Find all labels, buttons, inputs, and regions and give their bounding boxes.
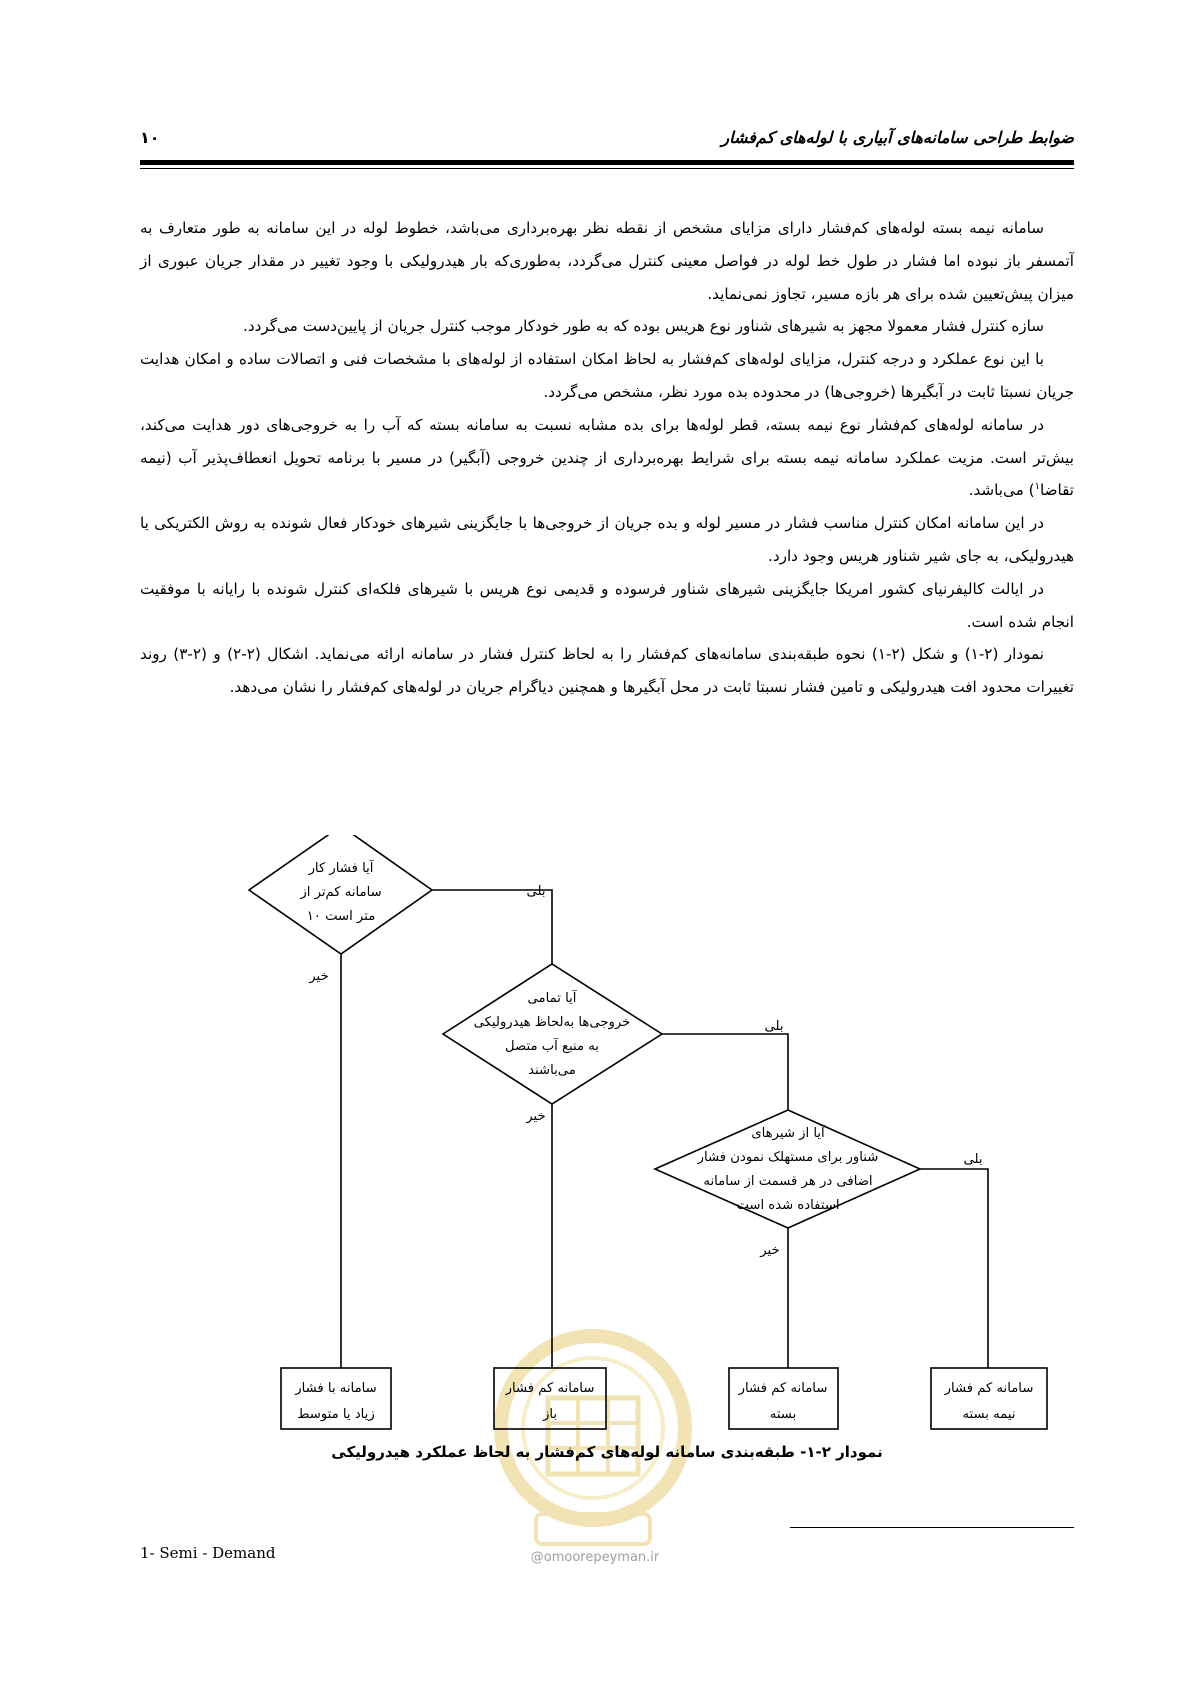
connector	[920, 1169, 988, 1368]
running-title: ضوابط طراحی سامانه‌های آبیاری با لوله‌های کم‌فشار	[721, 128, 1074, 147]
paragraph-tail: ) می‌باشد.	[968, 481, 1035, 500]
decision-diamond-2	[443, 964, 662, 1104]
box2-line: باز	[542, 1407, 558, 1422]
paragraph: در ایالت کالیفرنیای کشور امریکا جایگزینی شیرهای شناور فرسوده و قدیمی نوع هریس با شیرهای فلکه‌ای کنترل شونده با رایانه با موفقیت انجام شده است.	[140, 579, 1074, 631]
q2-line: آیا تمامی	[527, 991, 577, 1006]
q2-line: خروجی‌ها به‌لحاظ هیدرولیکی	[473, 1015, 631, 1030]
page-number: ۱۰	[140, 128, 160, 147]
no-label: خیر	[309, 969, 329, 984]
footnote: 1- Semi - Demand	[140, 1544, 276, 1562]
box1-line: زیاد یا متوسط	[297, 1407, 375, 1422]
q3-line: شناور برای مستهلک نمودن فشار	[697, 1150, 879, 1165]
no-label: خیر	[760, 1243, 780, 1258]
paragraph: در این سامانه امکان کنترل مناسب فشار در مسیر لوله و بده جریان از خروجی‌ها با جایگزینی شیرهای خودکار فعال شونده به روش الکتریکی یا هیدرولیکی، به جای شیر شناور هریس وجود دارد.	[140, 514, 1074, 565]
box4-line: نیمه بسته	[962, 1407, 1016, 1422]
yes-label: بلی	[526, 884, 546, 899]
q1-line: آیا فشار کار	[308, 861, 374, 876]
paragraph: نمودار (۲-۱) و شکل (۲-۱) نحوه طبقه‌بندی سامانه‌های کم‌فشار را به لحاظ کنترل فشار در سامانه ارائه می‌نماید. اشکال (۲-۲) و (۲-۳) روند تغییرات محدود افت هیدرولیکی و تامین فشار نسبتا ثابت در محل آبگیرها و همچنین دیاگرام جریان در لوله‌های کم‌فشار را نشان می‌دهد.	[140, 645, 1074, 697]
q3-line: استفاده شده است	[736, 1198, 840, 1213]
paragraph	[140, 409, 1074, 507]
q1-line: ۱۰ متر است	[306, 909, 376, 924]
flowchart	[0, 835, 1191, 1440]
paragraph: سازه کنترل فشار معمولا مجهز به شیرهای شناور نوع هریس بوده که به طور خودکار موجب کنترل جریان از پایین‌دست می‌گردد.	[243, 317, 1044, 336]
connector	[432, 890, 552, 964]
paragraph-text: در سامانه لوله‌های کم‌فشار نوع نیمه بسته، قطر لوله‌ها برای بده مشابه نسبت به سامانه بسته که آب را به خروجی‌های دور هدایت می‌کند، بیش‌تر است. مزیت عملکرد سامانه نیمه بسته برای شرایط بهره‌برداری از چندین خروجی (آبگیر) در مسیر با برنامه تحویل انعطاف‌پذیر آب (نیمه تقاضا	[140, 415, 1074, 500]
yes-label: بلی	[764, 1019, 784, 1034]
box2-line: سامانه کم فشار	[505, 1381, 595, 1396]
q3-line: اضافی در هر قسمت از سامانه	[703, 1174, 873, 1189]
paragraph: با این نوع عملکرد و درجه کنترل، مزایای لوله‌های کم‌فشار به لحاظ امکان استفاده از لوله‌های با مشخصات فنی و اتصالات ساده و امکان هدایت جریان نسبتا ثابت در آبگیرها (خروجی‌ها) در محدوده بده مورد نظر، مشخص می‌گردد.	[140, 350, 1074, 401]
no-label: خیر	[526, 1109, 546, 1124]
box3-line: بسته	[769, 1407, 797, 1422]
box1-line: سامانه با فشار	[295, 1381, 377, 1396]
figure-caption: نمودار ۲-۱- طبقه‌بندی سامانه لوله‌های کم‌فشار به لحاظ عملکرد هیدرولیکی	[331, 1443, 883, 1461]
watermark-text: @omoorepeyman.ir	[530, 1550, 660, 1565]
header-rule-thin	[140, 168, 1074, 169]
q2-line: به منبع آب متصل	[505, 1039, 599, 1054]
paragraph: سامانه نیمه بسته لوله‌های کم‌فشار دارای مزایای مشخص از نقطه نظر بهره‌برداری می‌باشد، خطوط لوله در این سامانه به طور متعارف به آتمسفر باز نبوده اما فشار در طول خط لوله در فواصل معینی کنترل می‌گردد، به‌طوری‌که بار هیدرولیکی با وجود تغییر در مقدار جریان عبوری از میزان پیش‌تعیین شده برای هر بازه مسیر، تجاوز نمی‌نماید.	[140, 219, 1074, 303]
footnote-rule	[790, 1527, 1074, 1528]
page-header	[140, 128, 1074, 154]
yes-label: بلی	[963, 1152, 983, 1167]
header-rule-thick	[140, 160, 1074, 165]
box3-line: سامانه کم فشار	[738, 1381, 828, 1396]
footnote-mark: ۱	[1034, 481, 1040, 493]
q2-line: می‌باشند	[528, 1063, 576, 1078]
q1-line: سامانه کم‌تر از	[300, 885, 382, 900]
body-text	[140, 212, 1074, 704]
box4-line: سامانه کم فشار	[944, 1381, 1034, 1396]
connector	[662, 1034, 788, 1110]
q3-line: آیا از شیرهای	[751, 1126, 825, 1141]
